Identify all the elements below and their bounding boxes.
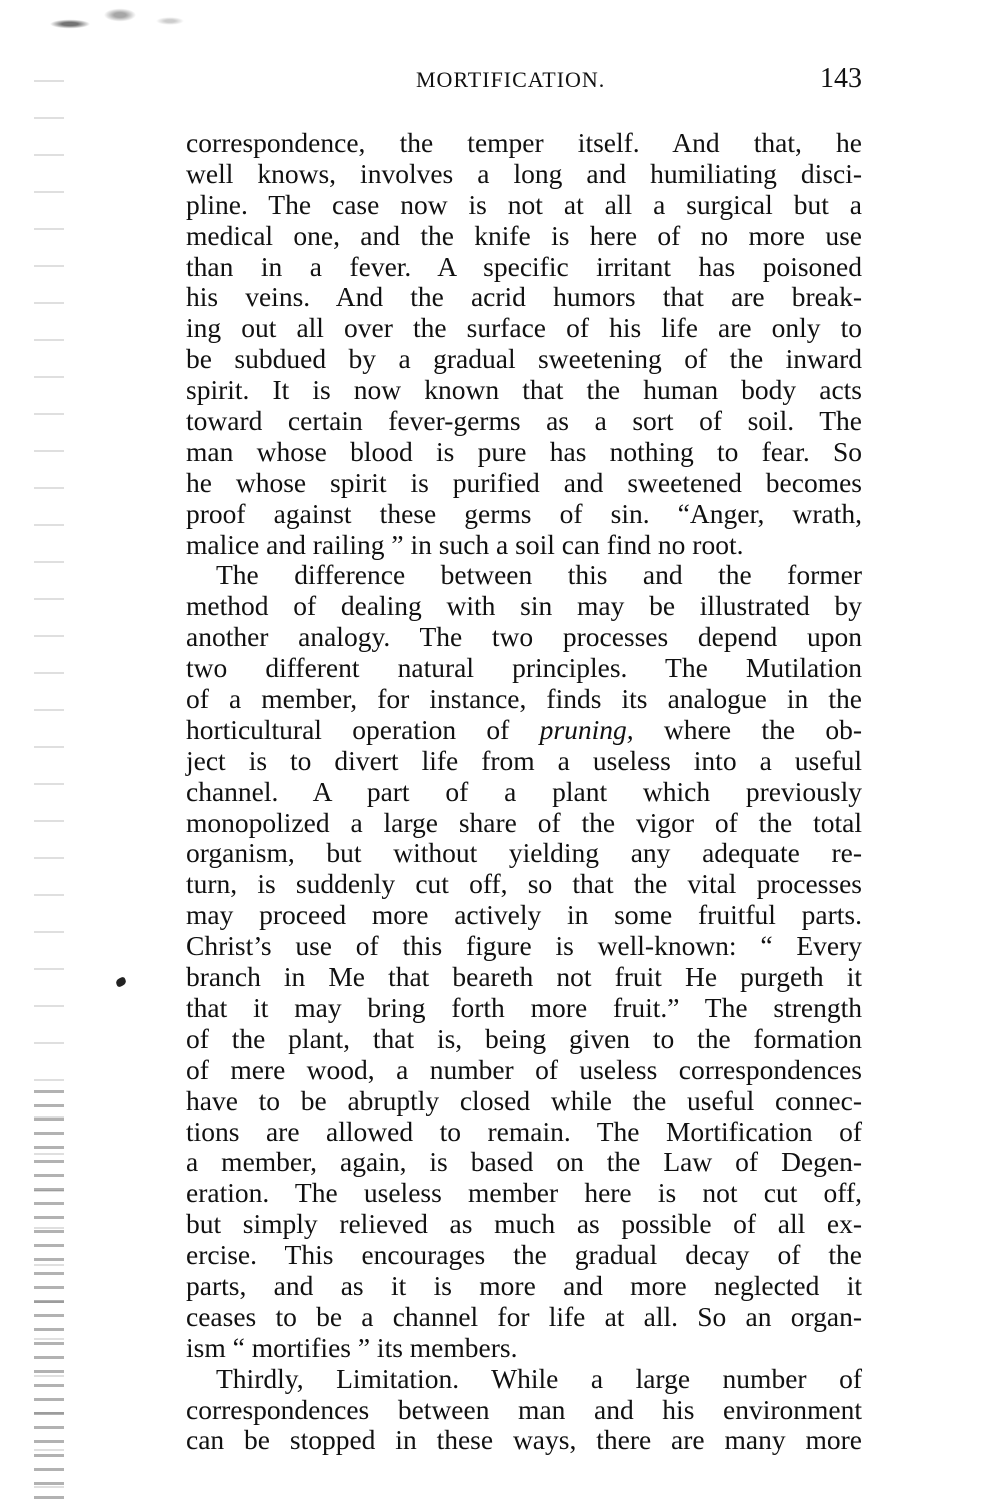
text-line: but simply relieved as much as possible of all ex- xyxy=(186,1208,862,1240)
text-line: medical one, and the knife is here of no more use xyxy=(186,219,862,251)
text-line: monopolized a large share of the vigor of the total xyxy=(186,806,862,838)
text-line: malice and railing ” in such a soil can find no root. xyxy=(186,528,744,560)
text-line: of a member, for instance, finds its analogue in the xyxy=(186,683,862,715)
text-line: two different natural principles. The Mutilation xyxy=(186,652,862,684)
gutter-binding-marks xyxy=(34,1090,64,1500)
text-line: toward certain fever-germs as a sort of soil. The xyxy=(186,405,862,437)
text-line: correspondence, the temper itself. And that, he xyxy=(186,127,862,158)
text-line: that it may bring forth more fruit.” The strength xyxy=(186,991,862,1023)
text-line: have to be abruptly closed while the useful connec- xyxy=(186,1084,862,1116)
text-line: Christ’s use of this figure is well-known: “ Every xyxy=(186,930,862,962)
text-line: ceases to be a channel for life at all. So an organ- xyxy=(186,1300,862,1332)
text-line: eration. The useless member here is not cut off, xyxy=(186,1177,862,1209)
text-line: tions are allowed to remain. The Mortification of xyxy=(186,1115,862,1147)
text-line: channel. A part of a plant which previously xyxy=(186,775,862,807)
text-line: a member, again, is based on the Law of Degen- xyxy=(186,1146,862,1178)
text-line: horticultural operation of pruning, where the ob- xyxy=(186,713,862,745)
page-header xyxy=(186,63,862,95)
text-line: Thirdly, Limitation. While a large number of xyxy=(216,1362,862,1394)
text-line: another analogy. The two processes depend upon xyxy=(186,621,862,653)
text-line: pline. The case now is not at all a surgical but a xyxy=(186,188,862,220)
text-line: be subdued by a gradual sweetening of the inward xyxy=(186,343,862,375)
italic-word: pruning, xyxy=(539,713,634,745)
running-head: MORTIFICATION. xyxy=(416,67,606,92)
page-number: 143 xyxy=(820,63,862,94)
text-line: he whose spirit is purified and sweetened becomes xyxy=(186,466,862,498)
text-line: his veins. And the acrid humors that are break- xyxy=(186,281,862,313)
text-line: ing out all over the surface of his life are only to xyxy=(186,312,862,344)
text-line: spirit. It is now known that the human body acts xyxy=(186,374,862,406)
text-line: than in a fever. A specific irritant has poisoned xyxy=(186,250,862,282)
scan-speckle-mark xyxy=(30,0,230,60)
text-line: The difference between this and the former xyxy=(216,559,862,591)
text-line: organism, but without yielding any adequate re- xyxy=(186,837,862,869)
text-line: proof against these germs of sin. “Anger, wrath, xyxy=(186,497,862,529)
text-line: man whose blood is pure has nothing to fear. So xyxy=(186,435,862,467)
text-line: turn, is suddenly cut off, so that the vital processes xyxy=(186,868,862,900)
text-line: correspondences between man and his environment xyxy=(186,1393,862,1425)
text-line: ject is to divert life from a useless into a useful xyxy=(186,744,862,776)
text-line: of mere wood, a number of useless correspondences xyxy=(186,1053,862,1085)
text-line: may proceed more actively in some fruitful parts. xyxy=(186,899,862,931)
text-line: method of dealing with sin may be illustrated by xyxy=(186,590,862,622)
text-line: branch in Me that beareth not fruit He purgeth it xyxy=(186,961,862,993)
body-text xyxy=(186,128,862,1456)
margin-ink-mark xyxy=(115,976,127,987)
text-line: well knows, involves a long and humiliating disci- xyxy=(186,157,862,189)
text-line: ism “ mortifies ” its members. xyxy=(186,1331,518,1363)
text-line: parts, and as it is more and more neglected it xyxy=(186,1269,862,1301)
text-line: can be stopped in these ways, there are many more xyxy=(186,1424,862,1456)
text-line: of the plant, that is, being given to the formation xyxy=(186,1022,862,1054)
text-line: ercise. This encourages the gradual decay of the xyxy=(186,1239,862,1271)
